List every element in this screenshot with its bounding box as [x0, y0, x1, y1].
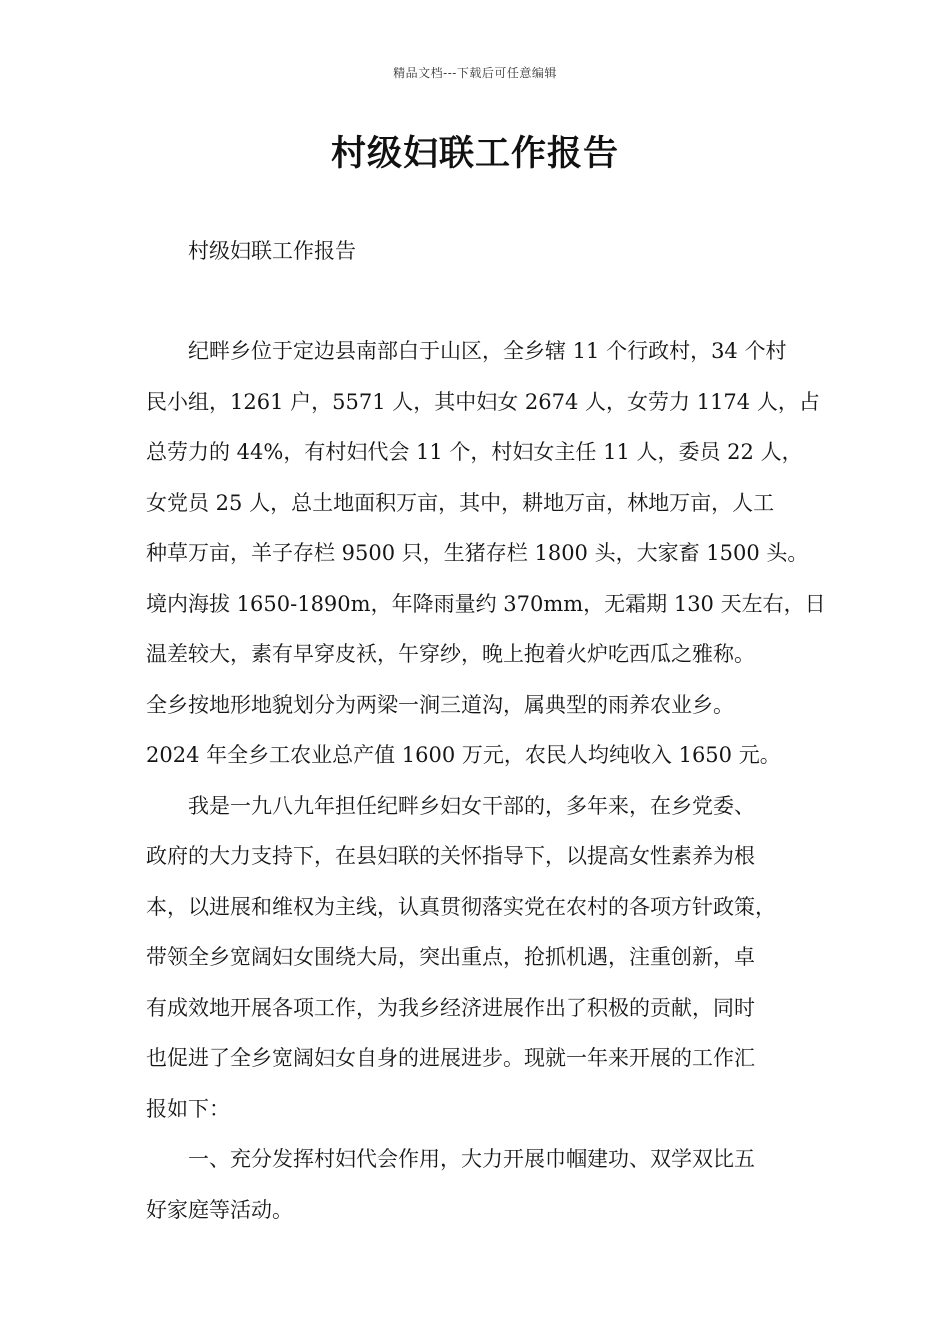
paragraph-line: 报如下： — [146, 1096, 230, 1121]
paragraph-line: 本，以进展和维权为主线，认真贯彻落实党在农村的各项方针政策， — [146, 894, 776, 919]
document-subtitle — [146, 226, 826, 277]
paragraph-line: 全乡按地形地貌划分为两梁一涧三道沟，属典型的雨养农业乡。 — [146, 692, 734, 717]
paragraph-line: 一、充分发挥村妇代会作用，大力开展巾帼建功、双学双比五 — [188, 1147, 755, 1171]
paragraph-line: 也促进了全乡宽阔妇女自身的进展进步。现就一年来开展的工作汇 — [146, 1046, 755, 1070]
paragraph-line: 好家庭等活动。 — [146, 1197, 293, 1222]
paragraph-line: 有成效地开展各项工作，为我乡经济进展作出了积极的贡献，同时 — [146, 995, 755, 1020]
paragraph-line: 政府的大力支持下，在县妇联的关怀指导下，以提高女性素养为根 — [146, 844, 755, 868]
paragraph-line: 总劳力的 44%，有村妇代会 11 个，村妇女主任 11 人，委员 22 人， — [146, 440, 803, 464]
paragraph-line: 女党员 25 人，总土地面积万亩，其中，耕地万亩，林地万亩，人工 — [146, 490, 775, 515]
paragraph-line: 纪畔乡位于定边县南部白于山区，全乡辖 11 个行政村，34 个村 — [188, 339, 787, 363]
subtitle-text: 村级妇联工作报告 — [188, 239, 356, 263]
document-body — [146, 326, 826, 1235]
paragraph-line: 带领全乡宽阔妇女围绕大局，突出重点，抢抓机遇，注重创新，卓 — [146, 945, 755, 969]
paragraph-line: 民小组，1261 户，5571 人，其中妇女 2674 人，女劳力 1174 人，占 — [146, 389, 820, 414]
paragraph-line: 2024 年全乡工农业总产值 1600 万元，农民人均纯收入 1650 元。 — [146, 743, 781, 767]
paragraph-2 — [146, 781, 826, 1135]
paragraph-3 — [146, 1134, 826, 1235]
paragraph-line: 境内海拔 1650-1890m，年降雨量约 370mm，无霜期 130 天左右，日 — [146, 591, 826, 616]
paragraph-line: 种草万亩，羊子存栏 9500 只，生猪存栏 1800 头，大家畜 1500 头。 — [146, 541, 809, 565]
header-note: 精品文档---下载后可任意编辑 — [393, 66, 557, 80]
paragraph-line: 温差较大，素有早穿皮袄，午穿纱，晚上抱着火炉吃西瓜之雅称。 — [146, 642, 755, 666]
paragraph-1 — [146, 326, 826, 781]
document-title: 村级妇联工作报告 — [330, 133, 619, 174]
paragraph-line: 我是一九八九年担任纪畔乡妇女干部的，多年来，在乡党委、 — [188, 793, 755, 818]
